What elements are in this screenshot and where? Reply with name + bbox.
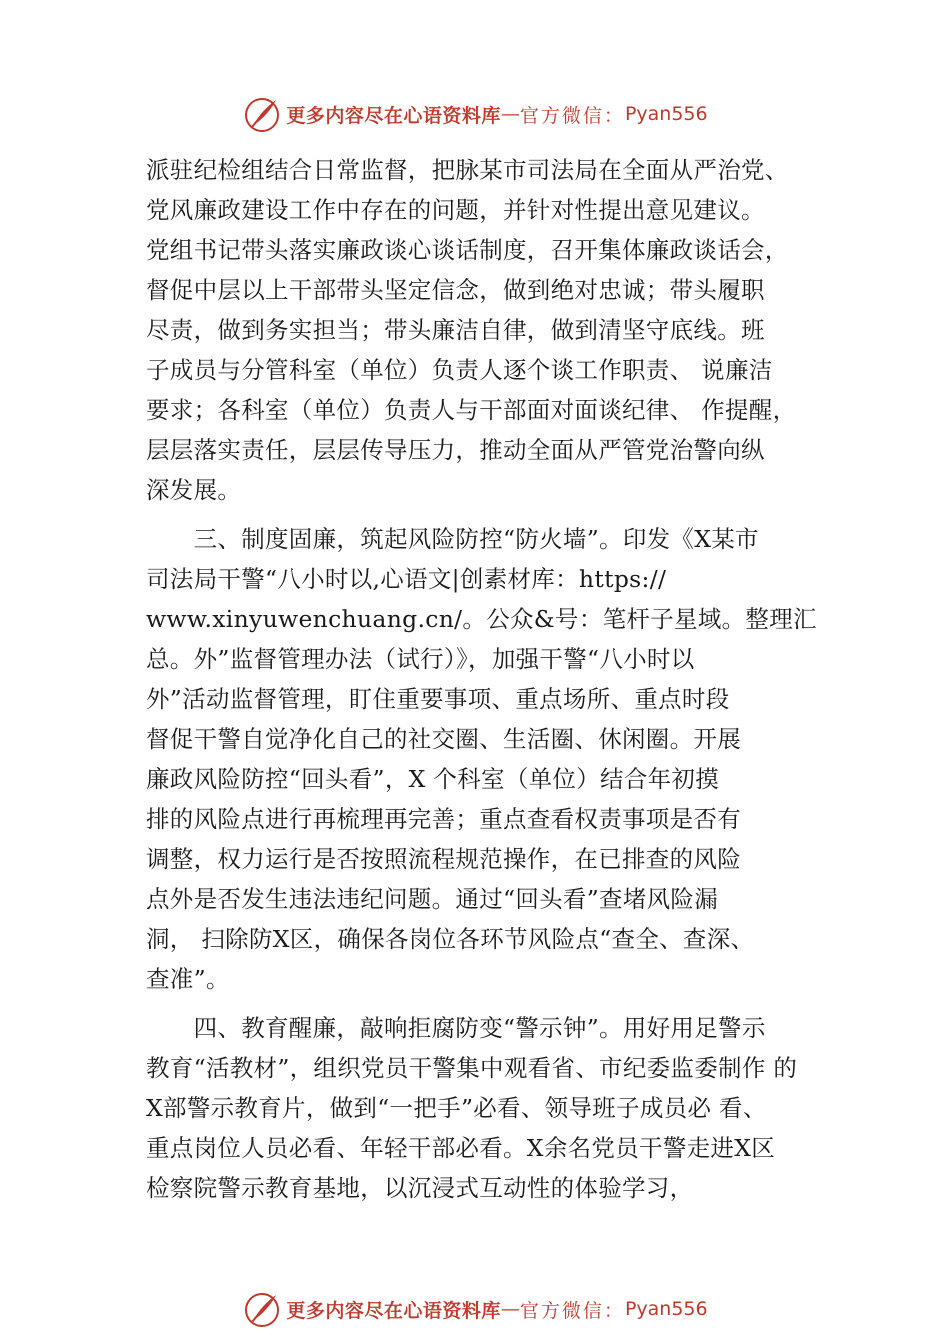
- text-line: 廉政风险防控“回头看”，X 个科室（单位）结合年初摸: [146, 765, 720, 793]
- text-line: 洞， 扫除防X区，确保各岗位各环节风险点“查全、查深、: [146, 925, 755, 953]
- text-line: 要求；各科室（单位）负责人与干部面对面谈纪律、 作提醒，: [146, 396, 797, 424]
- paragraph-3: [146, 1008, 846, 1208]
- banner-title: 更多内容尽在心语资料库: [286, 1299, 501, 1322]
- text-line: www.xinyuwenchuang.cn/。公众&号：笔杆子星域。整理汇: [146, 605, 817, 633]
- text-line: 调整，权力运行是否按照流程规范操作，在已排查的风险: [146, 845, 741, 873]
- text-line: 督促干警自觉净化自己的社交圈、生活圈、休闲圈。开展: [146, 725, 741, 753]
- quill-pen-icon: [242, 1289, 282, 1329]
- text-line: 党组书记带头落实廉政谈心谈话制度，召开集体廉政谈话会，: [146, 236, 789, 264]
- quill-pen-icon: [242, 94, 282, 134]
- text-line: 尽责，做到务实担当；带头廉洁自律，做到清坚守底线。班: [146, 316, 765, 344]
- text-line: 外”活动监督管理，盯住重要事项、重点场所、重点时段: [146, 685, 730, 713]
- text-line: 层层落实责任，层层传导压力，推动全面从严管党治警向纵: [146, 436, 765, 464]
- header-banner: [0, 92, 950, 136]
- paragraph-1: [146, 150, 846, 510]
- text-line: 点外是否发生违法违纪问题。通过“回头看”查堵风险漏: [146, 885, 719, 913]
- banner-title: 更多内容尽在心语资料库: [286, 104, 501, 127]
- text-line: 教育“活教材”，组织党员干警集中观看省、市纪委监委制作 的: [146, 1054, 798, 1082]
- text-line: 三、制度固廉，筑起风险防控“防火墙”。印发《X某市: [146, 525, 759, 553]
- footer-banner: [0, 1287, 950, 1331]
- text-line: 查准”。: [146, 965, 230, 993]
- banner-contact-label: 官方微信：: [519, 1299, 625, 1322]
- text-line: 重点岗位人员必看、年轻干部必看。X余名党员干警走进X区: [146, 1134, 776, 1162]
- paragraph-2: [146, 519, 846, 999]
- banner-contact-id: Pyan556: [624, 1298, 708, 1320]
- text-line: X部警示教育片，做到“一把手”必看、领导班子成员必 看、: [146, 1094, 767, 1122]
- text-line: 党风廉政建设工作中存在的问题，并针对性提出意见建议。: [146, 196, 765, 224]
- text-line: 检察院警示教育基地，以沉浸式互动性的体验学习，: [146, 1174, 694, 1202]
- banner-separator: —: [500, 103, 520, 125]
- text-line: 司法局干警“八小时以,心语文|创素材库：https://: [146, 565, 667, 593]
- banner-separator: —: [500, 1298, 520, 1320]
- banner-contact-id: Pyan556: [624, 103, 708, 125]
- text-line: 深发展。: [146, 476, 242, 504]
- text-line: 四、教育醒廉，敲响拒腐防变“警示钟”。用好用足警示: [146, 1014, 766, 1042]
- banner-contact-label: 官方微信：: [519, 104, 625, 127]
- text-line: 派驻纪检组结合日常监督，把脉某市司法局在全面从严治党、: [146, 156, 789, 184]
- text-line: 子成员与分管科室（单位）负责人逐个谈工作职责、 说廉洁: [146, 356, 773, 384]
- text-line: 督促中层以上干部带头坚定信念，做到绝对忠诚；带头履职: [146, 276, 765, 304]
- text-line: 排的风险点进行再梳理再完善；重点查看权责事项是否有: [146, 805, 741, 833]
- document-body: [146, 150, 846, 1208]
- text-line: 总。外”监督管理办法（试行）》，加强干警“八小时以: [146, 645, 695, 673]
